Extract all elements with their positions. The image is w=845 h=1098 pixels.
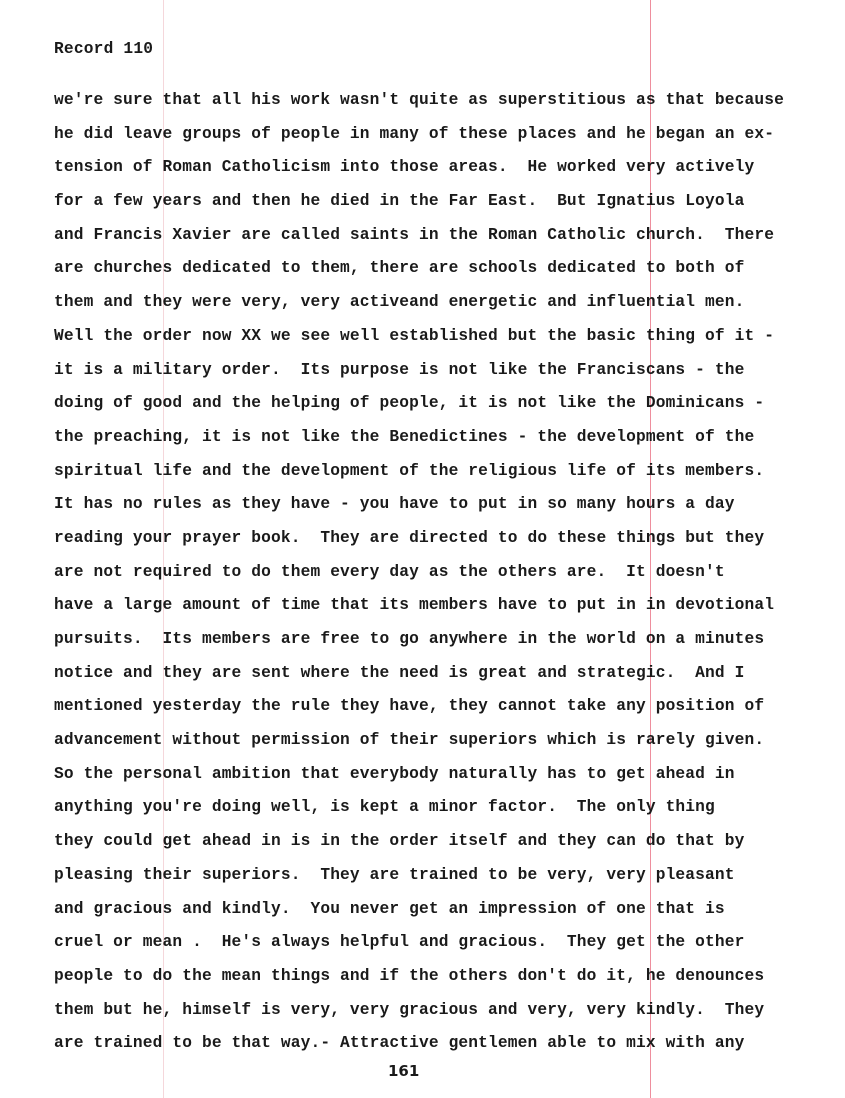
- text-line: are not required to do them every day as the others are. It doesn't: [54, 562, 725, 581]
- text-line: for a few years and then he died in the Far East. But Ignatius Loyola: [54, 192, 745, 211]
- text-line: he did leave groups of people in many of these places and he began an ex-: [54, 124, 775, 143]
- text-line: it is a military order. Its purpose is not like the Franciscans - the: [54, 360, 745, 379]
- text-line: tension of Roman Catholicism into those areas. He worked very actively: [54, 158, 755, 177]
- text-line: are churches dedicated to them, there are schools dedicated to both of: [54, 259, 745, 278]
- transcript-body: [54, 89, 834, 1066]
- text-line: Well the order now XX we see well established but the basic thing of it -: [54, 326, 775, 345]
- text-line: doing of good and the helping of people, it is not like the Dominicans -: [54, 394, 765, 413]
- text-line: anything you're doing well, is kept a minor factor. The only thing: [54, 798, 715, 817]
- text-line: we're sure that all his work wasn't quite as superstitious as that because: [54, 91, 784, 109]
- text-line: and Francis Xavier are called saints in the Roman Catholic church. There: [54, 225, 775, 244]
- text-line: spiritual life and the development of the religious life of its members.: [54, 461, 765, 480]
- text-line: pleasing their superiors. They are trained to be very, very pleasant: [54, 865, 735, 884]
- text-line: pursuits. Its members are free to go anywhere in the world on a minutes: [54, 630, 765, 648]
- text-line: advancement without permission of their superiors which is rarely given.: [54, 731, 765, 750]
- text-line: are trained to be that way.- Attractive gentlemen able to mix with any: [54, 1034, 745, 1053]
- text-line: they could get ahead in is in the order itself and they can do that by: [54, 832, 745, 851]
- text-line: notice and they are sent where the need is great and strategic. And I: [54, 663, 745, 682]
- text-line: reading your prayer book. They are directed to do these things but they: [54, 528, 765, 547]
- text-line: them and they were very, very activeand energetic and influential men.: [54, 293, 745, 312]
- record-header: Record 110: [54, 40, 154, 58]
- text-line: them but he, himself is very, very gracious and very, very kindly. They: [54, 1000, 765, 1019]
- text-line: cruel or mean . He's always helpful and gracious. They get the other: [54, 933, 745, 952]
- text-line: It has no rules as they have - you have to put in so many hours a day: [54, 495, 735, 514]
- text-line: So the personal ambition that everybody naturally has to get ahead in: [54, 764, 735, 783]
- text-line: mentioned yesterday the rule they have, they cannot take any position of: [54, 697, 765, 716]
- text-line: people to do the mean things and if the others don't do it, he denounces: [54, 966, 765, 985]
- text-line: and gracious and kindly. You never get an impression of one that is: [54, 899, 725, 918]
- text-line: the preaching, it is not like the Benedictines - the development of the: [54, 427, 755, 446]
- page-number: 161: [388, 1062, 420, 1080]
- text-line: have a large amount of time that its members have to put in in devotional: [54, 596, 775, 615]
